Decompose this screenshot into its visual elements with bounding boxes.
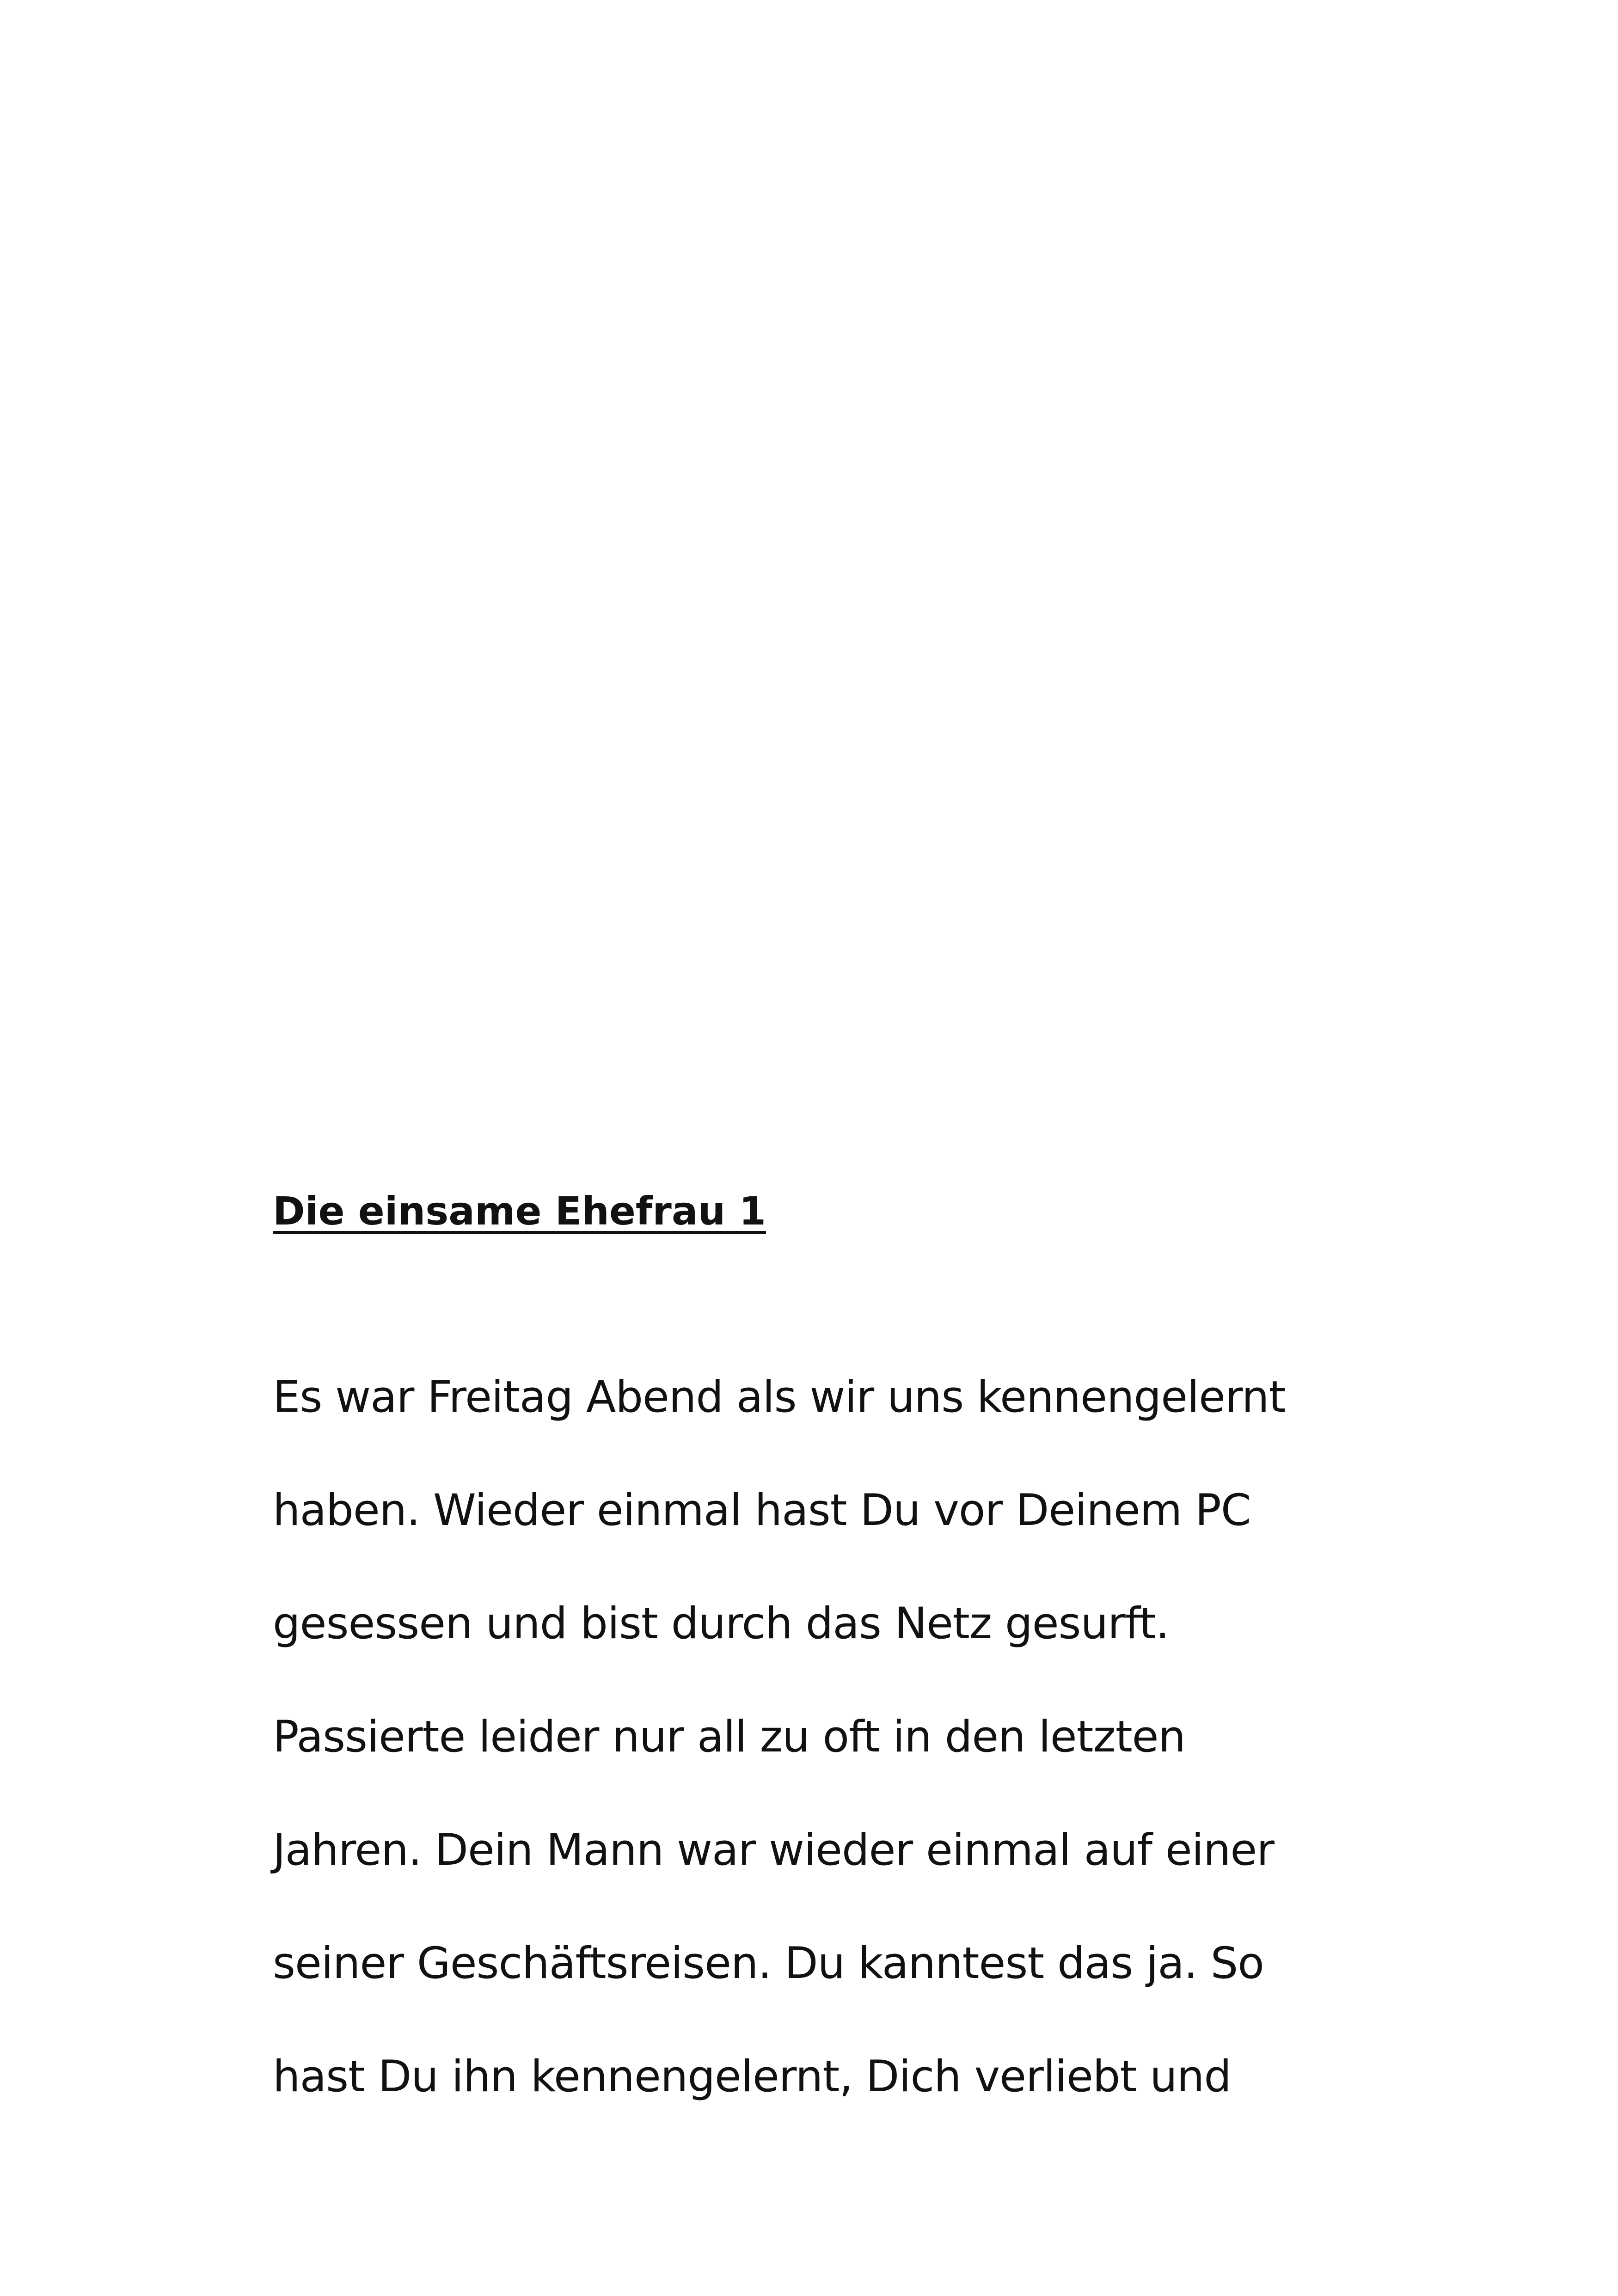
document-title: Die einsame Ehefrau 1: [273, 1188, 766, 1234]
body-line: Es war Freitag Abend als wir uns kennengelernt: [273, 1372, 1286, 1422]
body-line: haben. Wieder einmal hast Du vor Deinem PC: [273, 1485, 1251, 1536]
body-line: gesessen und bist durch das Netz gesurft.: [273, 1598, 1169, 1649]
body-line: hast Du ihn kennengelernt, Dich verliebt und: [273, 2051, 1232, 2102]
body-line: Passierte leider nur all zu oft in den letzten: [273, 1712, 1186, 1762]
document-content: [273, 1183, 1428, 2102]
body-line: seiner Geschäftsreisen. Du kanntest das ja. So: [273, 1938, 1264, 1989]
body-line: Jahren. Dein Mann war wieder einmal auf einer: [273, 1825, 1274, 1875]
document-body: [273, 1341, 1285, 2133]
